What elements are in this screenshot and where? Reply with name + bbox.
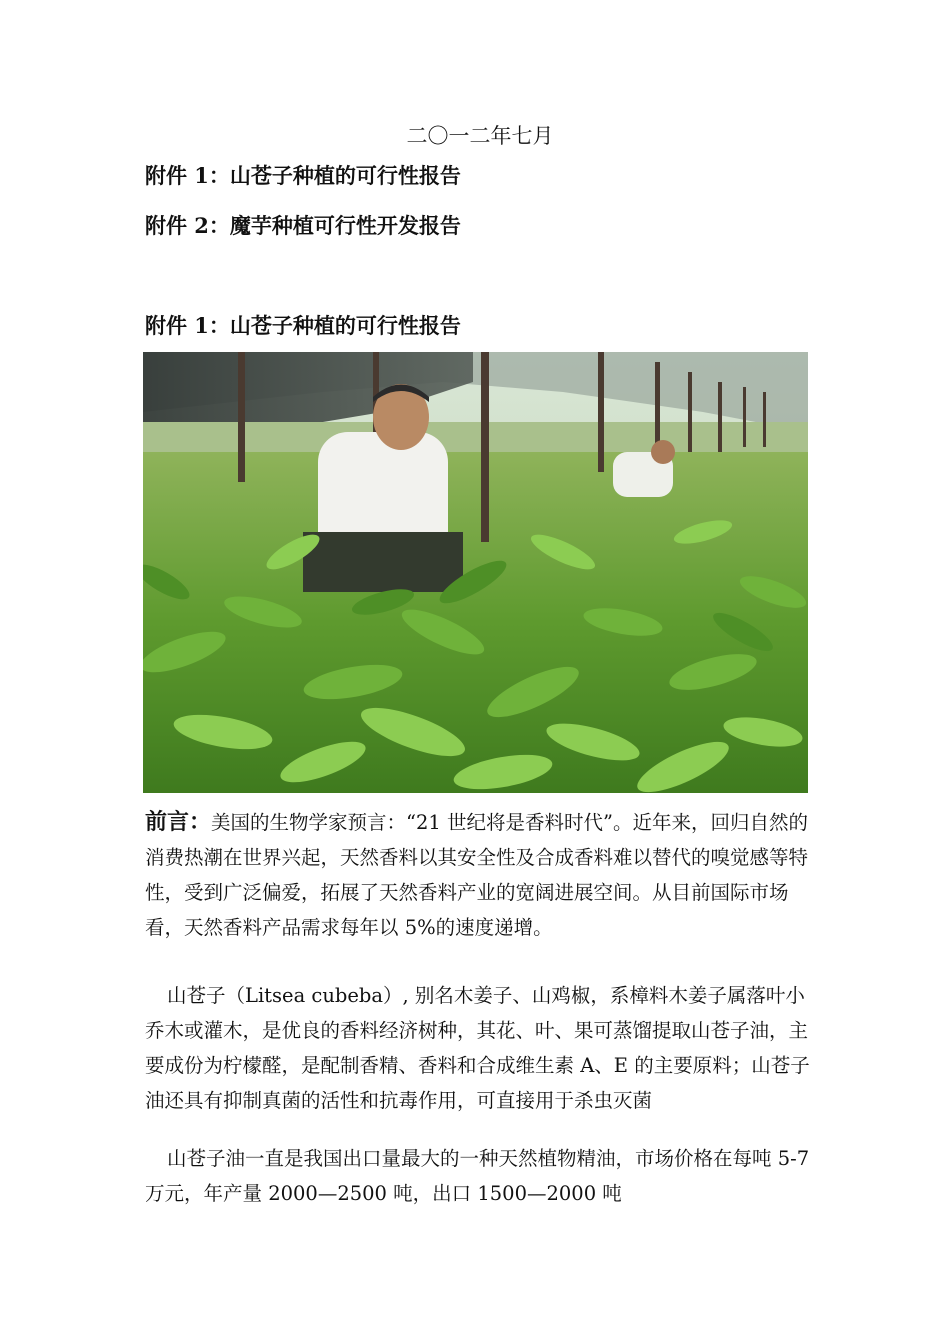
intro-label: 前言： bbox=[145, 809, 212, 835]
attachment-2-heading: 附件 2：魔芋种植可行性开发报告 bbox=[145, 213, 461, 238]
seedling-nursery-photo bbox=[143, 352, 808, 793]
litsea-paragraph: 山苍子（Litsea cubeba）, 别名木姜子、山鸡椒，系樟料木姜子属落叶小乔木或灌木，是优良的香料经济树种，其花、叶、果可蒸馏提取山苍子油，主要成份为柠檬醛，是配制香精、香料和合成维生素 A、E 的主要原料；山苍子油还具有抑制真菌的活性和抗毒作用，可直接用于杀虫灭菌 bbox=[145, 984, 810, 1112]
document-date: 二〇一二年七月 bbox=[406, 124, 554, 148]
attachment-1-heading: 附件 1：山苍子种植的可行性报告 bbox=[145, 163, 461, 188]
intro-paragraph bbox=[145, 805, 810, 945]
section-title: 附件 1：山苍子种植的可行性报告 bbox=[145, 313, 461, 338]
oil-export-paragraph: 山苍子油一直是我国出口量最大的一种天然植物精油，市场价格在每吨 5-7 万元，年产量 2000—2500 吨，出口 1500—2000 吨 bbox=[145, 1147, 810, 1205]
intro-text: 美国的生物学家预言：“21 世纪将是香料时代”。近年来，回归自然的消费热潮在世界兴起，天然香料以其安全性及合成香料难以替代的嗅觉感等特性，受到广泛偏爱，拓展了天然香料产业的宽阔进展空间。从目前国际市场看，天然香料产品需求每年以 5%的速度递增。 bbox=[145, 811, 809, 939]
